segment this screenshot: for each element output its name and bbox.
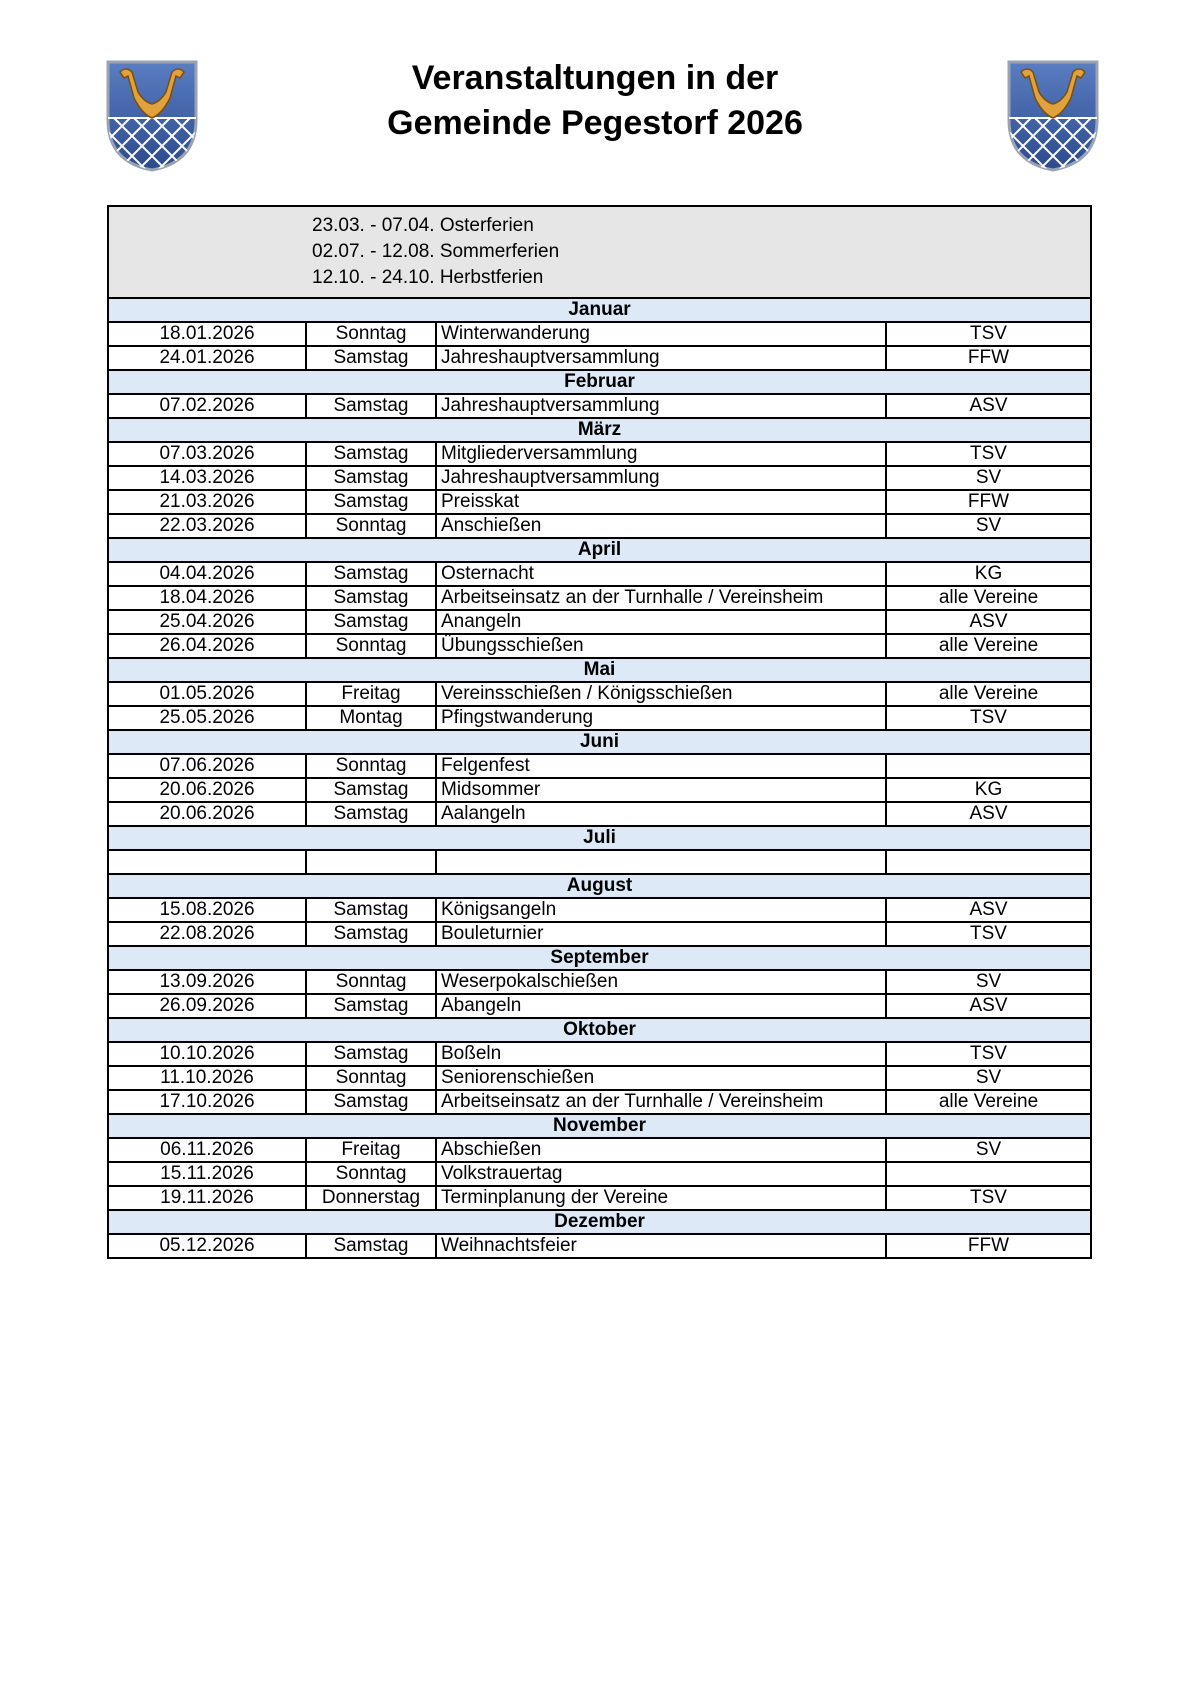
event-name: Jahreshauptversammlung — [436, 346, 886, 370]
event-club: SV — [886, 1138, 1091, 1162]
event-date: 26.04.2026 — [108, 634, 306, 658]
month-header-row — [108, 298, 1091, 322]
event-row — [108, 970, 1091, 994]
event-weekday: Samstag — [306, 802, 436, 826]
month-name: März — [108, 418, 1091, 442]
event-club: TSV — [886, 1042, 1091, 1066]
event-club: TSV — [886, 922, 1091, 946]
month-header-row — [108, 730, 1091, 754]
event-row — [108, 706, 1091, 730]
event-weekday: Sonntag — [306, 634, 436, 658]
month-header-row — [108, 370, 1091, 394]
event-row — [108, 1042, 1091, 1066]
event-date: 25.05.2026 — [108, 706, 306, 730]
event-club: alle Vereine — [886, 634, 1091, 658]
event-name: Weihnachtsfeier — [436, 1234, 886, 1258]
event-name: Arbeitseinsatz an der Turnhalle / Vereinsheim — [436, 586, 886, 610]
event-row — [108, 1186, 1091, 1210]
event-row — [108, 682, 1091, 706]
month-name: September — [108, 946, 1091, 970]
event-name: Osternacht — [436, 562, 886, 586]
event-date: 21.03.2026 — [108, 490, 306, 514]
event-club: alle Vereine — [886, 586, 1091, 610]
event-name: Midsommer — [436, 778, 886, 802]
event-name: Jahreshauptversammlung — [436, 394, 886, 418]
event-date: 04.04.2026 — [108, 562, 306, 586]
event-weekday: Sonntag — [306, 1162, 436, 1186]
event-weekday: Samstag — [306, 442, 436, 466]
event-name: Vereinsschießen / Königsschießen — [436, 682, 886, 706]
event-row — [108, 562, 1091, 586]
event-row — [108, 634, 1091, 658]
event-club: ASV — [886, 898, 1091, 922]
event-row — [108, 346, 1091, 370]
event-name: Aalangeln — [436, 802, 886, 826]
month-header-row — [108, 874, 1091, 898]
event-date: 06.11.2026 — [108, 1138, 306, 1162]
event-date: 07.06.2026 — [108, 754, 306, 778]
event-weekday: Samstag — [306, 1090, 436, 1114]
event-date: 10.10.2026 — [108, 1042, 306, 1066]
event-row — [108, 466, 1091, 490]
event-row — [108, 754, 1091, 778]
event-row — [108, 610, 1091, 634]
month-name: Juli — [108, 826, 1091, 850]
event-name: Arbeitseinsatz an der Turnhalle / Vereinsheim — [436, 1090, 886, 1114]
event-club: KG — [886, 778, 1091, 802]
event-name — [436, 850, 886, 874]
events-table — [107, 205, 1092, 1259]
month-name: Februar — [108, 370, 1091, 394]
event-name: Winterwanderung — [436, 322, 886, 346]
event-name: Terminplanung der Vereine — [436, 1186, 886, 1210]
event-name: Anangeln — [436, 610, 886, 634]
event-row — [108, 586, 1091, 610]
event-date: 19.11.2026 — [108, 1186, 306, 1210]
event-weekday: Donnerstag — [306, 1186, 436, 1210]
event-weekday: Freitag — [306, 1138, 436, 1162]
event-weekday: Sonntag — [306, 1066, 436, 1090]
event-club: ASV — [886, 394, 1091, 418]
event-club: ASV — [886, 802, 1091, 826]
event-name: Abschießen — [436, 1138, 886, 1162]
event-date: 15.11.2026 — [108, 1162, 306, 1186]
event-name: Volkstrauertag — [436, 1162, 886, 1186]
event-name: Mitgliederversammlung — [436, 442, 886, 466]
month-name: Juni — [108, 730, 1091, 754]
event-club: alle Vereine — [886, 1090, 1091, 1114]
event-club: TSV — [886, 706, 1091, 730]
title-line-1: Veranstaltungen in der — [411, 59, 779, 97]
event-row — [108, 850, 1091, 874]
event-name: Boßeln — [436, 1042, 886, 1066]
event-weekday: Sonntag — [306, 970, 436, 994]
event-date: 18.01.2026 — [108, 322, 306, 346]
month-name: August — [108, 874, 1091, 898]
event-date: 14.03.2026 — [108, 466, 306, 490]
event-row — [108, 922, 1091, 946]
page-title — [300, 56, 890, 146]
event-date: 18.04.2026 — [108, 586, 306, 610]
events-table-body — [108, 206, 1091, 1258]
event-weekday: Samstag — [306, 346, 436, 370]
month-name: Januar — [108, 298, 1091, 322]
event-row — [108, 1138, 1091, 1162]
event-weekday: Samstag — [306, 610, 436, 634]
event-date: 20.06.2026 — [108, 802, 306, 826]
event-date: 22.03.2026 — [108, 514, 306, 538]
month-name: Dezember — [108, 1210, 1091, 1234]
event-club: FFW — [886, 346, 1091, 370]
month-header-row — [108, 826, 1091, 850]
holiday-row — [108, 206, 1091, 298]
event-weekday: Samstag — [306, 562, 436, 586]
holiday-line: 23.03. - 07.04. Osterferien — [312, 215, 534, 236]
event-club: KG — [886, 562, 1091, 586]
event-weekday — [306, 850, 436, 874]
event-weekday: Sonntag — [306, 322, 436, 346]
event-row — [108, 490, 1091, 514]
event-name: Preisskat — [436, 490, 886, 514]
event-row — [108, 994, 1091, 1018]
month-name: Oktober — [108, 1018, 1091, 1042]
holiday-cell — [108, 206, 1091, 298]
event-club: ASV — [886, 610, 1091, 634]
month-header-row — [108, 1210, 1091, 1234]
event-name: Königsangeln — [436, 898, 886, 922]
event-name: Seniorenschießen — [436, 1066, 886, 1090]
event-weekday: Samstag — [306, 394, 436, 418]
event-weekday: Sonntag — [306, 754, 436, 778]
event-name: Felgenfest — [436, 754, 886, 778]
event-row — [108, 514, 1091, 538]
event-weekday: Samstag — [306, 778, 436, 802]
month-name: Mai — [108, 658, 1091, 682]
event-weekday: Samstag — [306, 586, 436, 610]
event-row — [108, 442, 1091, 466]
event-row — [108, 322, 1091, 346]
month-header-row — [108, 538, 1091, 562]
event-club: TSV — [886, 1186, 1091, 1210]
event-club: FFW — [886, 490, 1091, 514]
event-name: Pfingstwanderung — [436, 706, 886, 730]
event-weekday: Samstag — [306, 994, 436, 1018]
event-date: 01.05.2026 — [108, 682, 306, 706]
event-weekday: Sonntag — [306, 514, 436, 538]
holiday-line: 12.10. - 24.10. Herbstferien — [312, 267, 544, 288]
event-weekday: Samstag — [306, 490, 436, 514]
event-date: 05.12.2026 — [108, 1234, 306, 1258]
event-club: ASV — [886, 994, 1091, 1018]
event-club: SV — [886, 514, 1091, 538]
month-header-row — [108, 1018, 1091, 1042]
event-name: Weserpokalschießen — [436, 970, 886, 994]
event-club: alle Vereine — [886, 682, 1091, 706]
event-club: FFW — [886, 1234, 1091, 1258]
event-weekday: Samstag — [306, 922, 436, 946]
event-weekday: Montag — [306, 706, 436, 730]
event-weekday: Samstag — [306, 1042, 436, 1066]
event-date: 20.06.2026 — [108, 778, 306, 802]
event-date: 26.09.2026 — [108, 994, 306, 1018]
event-date: 15.08.2026 — [108, 898, 306, 922]
event-club: SV — [886, 1066, 1091, 1090]
month-header-row — [108, 946, 1091, 970]
event-name: Abangeln — [436, 994, 886, 1018]
event-row — [108, 1066, 1091, 1090]
event-date: 17.10.2026 — [108, 1090, 306, 1114]
month-header-row — [108, 658, 1091, 682]
event-date: 11.10.2026 — [108, 1066, 306, 1090]
event-name: Jahreshauptversammlung — [436, 466, 886, 490]
event-club — [886, 754, 1091, 778]
event-name: Bouleturnier — [436, 922, 886, 946]
event-date: 24.01.2026 — [108, 346, 306, 370]
event-date — [108, 850, 306, 874]
event-club — [886, 850, 1091, 874]
event-date: 07.03.2026 — [108, 442, 306, 466]
event-date: 22.08.2026 — [108, 922, 306, 946]
title-line-2: Gemeinde Pegestorf 2026 — [387, 104, 803, 142]
event-club: TSV — [886, 442, 1091, 466]
month-header-row — [108, 418, 1091, 442]
holiday-line: 02.07. - 12.08. Sommerferien — [312, 241, 560, 262]
event-row — [108, 778, 1091, 802]
event-row — [108, 898, 1091, 922]
event-weekday: Samstag — [306, 466, 436, 490]
coat-of-arms-icon — [1005, 58, 1101, 172]
month-name: April — [108, 538, 1091, 562]
event-date: 13.09.2026 — [108, 970, 306, 994]
event-club: TSV — [886, 322, 1091, 346]
event-club: SV — [886, 970, 1091, 994]
event-club — [886, 1162, 1091, 1186]
event-row — [108, 802, 1091, 826]
event-weekday: Freitag — [306, 682, 436, 706]
month-name: November — [108, 1114, 1091, 1138]
event-date: 25.04.2026 — [108, 610, 306, 634]
event-name: Übungsschießen — [436, 634, 886, 658]
event-weekday: Samstag — [306, 1234, 436, 1258]
event-date: 07.02.2026 — [108, 394, 306, 418]
event-row — [108, 394, 1091, 418]
event-row — [108, 1234, 1091, 1258]
event-row — [108, 1162, 1091, 1186]
event-name: Anschießen — [436, 514, 886, 538]
month-header-row — [108, 1114, 1091, 1138]
coat-of-arms-icon — [104, 58, 200, 172]
event-weekday: Samstag — [306, 898, 436, 922]
event-club: SV — [886, 466, 1091, 490]
event-row — [108, 1090, 1091, 1114]
